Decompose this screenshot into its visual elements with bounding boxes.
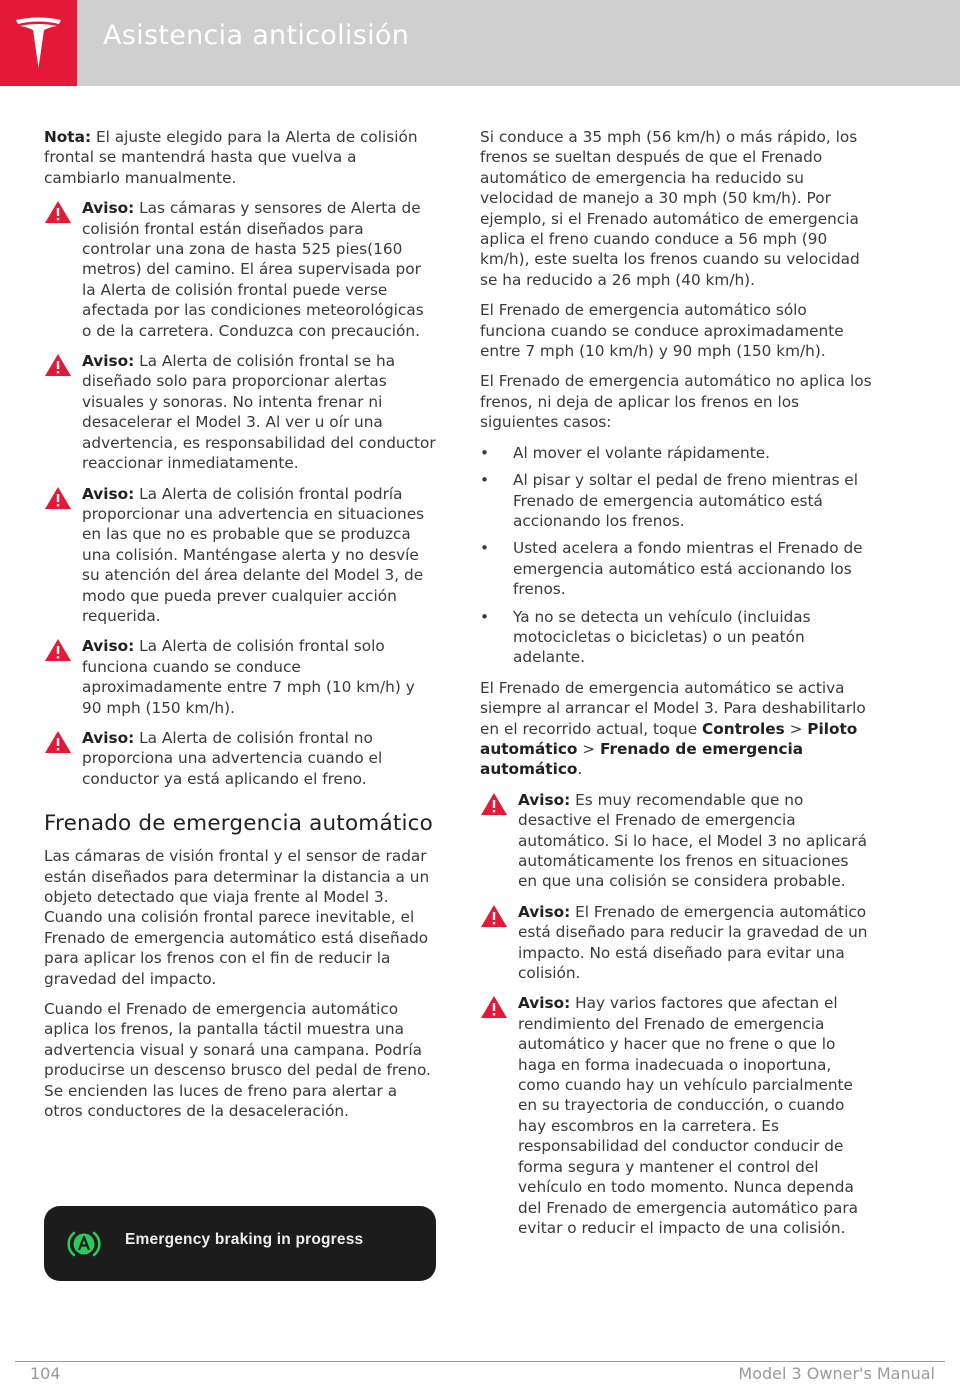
warning-block (44, 484, 436, 627)
section-heading: Frenado de emergencia automático (44, 811, 433, 837)
brand-logo-box (0, 0, 77, 86)
body-paragraph: El Frenado de emergencia automático sólo funciona cuando se conduce aproximadamente entre 7 mph (10 km/h) y 90 mph (150 km/h). (480, 301, 844, 361)
right-column (480, 127, 872, 1248)
page-title: Asistencia anticolisión (103, 20, 410, 51)
footer-divider (15, 1361, 945, 1362)
warning-block (44, 636, 436, 718)
warning-block (480, 790, 872, 892)
warning-triangle-icon (44, 638, 72, 662)
menu-path-autopilot: Piloto automático (480, 719, 858, 758)
warning-text: El Frenado de emergencia automático está diseñado para reducir la gravedad de un impacto. No está diseñado para evitar una colisión. (518, 902, 868, 983)
warning-text: Hay varios factores que afectan el rendimiento del Frenado de emergencia automático y hacer que no frene o que lo haga en forma inadecuada o inoportuna, como cuando hay un vehículo parcialmente en su trayectoria de conducción, o cuando hay escombros en la carretera. Es responsabilidad del conductor conducir de forma segura y mantener el control del vehículo en todo momento. Nunca dependa del Frenado de emergencia automático para evitar o reducir el impacto de una colisión. (518, 994, 859, 1237)
manual-title: Model 3 Owner's Manual (738, 1364, 935, 1383)
warning-text: Las cámaras y sensores de Alerta de colisión frontal están diseñados para controlar una zona de hasta 525 pies(160 metros) del camino. El área supervisada por la Alerta de colisión frontal puede verse afectada por las condiciones meteorológicas o de la carretera. Conduzca con precaución. (82, 199, 424, 340)
menu-path-controls: Controles (701, 719, 785, 738)
page-header (0, 0, 960, 86)
warning-label: Aviso: (82, 484, 135, 503)
warning-block (44, 198, 436, 341)
warning-block (480, 902, 872, 984)
body-paragraph: Si conduce a 35 mph (56 km/h) o más rápido, los frenos se sueltan después de que el Frenado automático de emergencia ha reducido su velocidad de manejo a 30 mph (50 km/h). Por ejemplo, si el Frenado automático de emergencia aplica el freno cuando conduce a 56 mph (90 km/h), este suelta los frenos cuando su velocidad se ha reducido a 26 mph (40 km/h). (480, 128, 860, 289)
body-paragraph: El Frenado de emergencia automático no aplica los frenos, ni deja de aplicar los frenos en los siguientes casos: (480, 372, 872, 432)
banner-text: Emergency braking in progress (125, 1231, 364, 1248)
warning-triangle-icon (44, 353, 72, 377)
list-item: • Al mover el volante rápidamente. (480, 443, 872, 463)
body-paragraph (480, 678, 872, 780)
warning-label: Aviso: (518, 902, 571, 921)
settings-instruction-text: El Frenado de emergencia automático se activa siempre al arrancar el Model 3. Para deshabilitarlo en el recorrido actual, toque (480, 678, 866, 738)
page-number: 104 (30, 1364, 61, 1383)
list-item: • Ya no se detecta un vehículo (incluidas motocicletas o bicicletas) o un peatón adelante. (480, 607, 872, 668)
warning-label: Aviso: (518, 994, 571, 1013)
warning-block (44, 351, 436, 473)
warning-label: Aviso: (82, 637, 135, 656)
list-item: • Usted acelera a fondo mientras el Frenado de emergencia automático está accionando los frenos. (480, 538, 872, 599)
warning-label: Aviso: (82, 199, 135, 218)
warning-text: La Alerta de colisión frontal se ha diseñado solo para proporcionar alertas visuales y sonoras. No intenta frenar ni desacelerar el Model 3. Al ver u oír una advertencia, es responsabilidad del conductor reaccionar inmediatamente. (82, 352, 436, 473)
warning-triangle-icon (44, 730, 72, 754)
menu-path-separator: > (784, 719, 808, 738)
emergency-braking-banner (44, 1206, 436, 1281)
warning-triangle-icon (44, 486, 72, 510)
body-paragraph: Cuando el Frenado de emergencia automático aplica los frenos, la pantalla táctil muestra una advertencia visual y sonará una campana. Podría producirse un descenso brusco del pedal de freno. Se encienden las luces de freno para alertar a otros conductores de la desaceleración. (44, 1000, 431, 1121)
warning-triangle-icon (480, 995, 508, 1019)
note-paragraph (44, 127, 436, 188)
note-text: El ajuste elegido para la Alerta de colisión frontal se mantendrá hasta que vuelva a cambiarlo manualmente. (44, 128, 418, 187)
warning-label: Aviso: (82, 728, 135, 747)
list-item: • Al pisar y soltar el pedal de freno mientras el Frenado de emergencia automático está accionando los frenos. (480, 470, 872, 531)
menu-path-separator: > (577, 739, 600, 758)
sentence-end: . (577, 760, 583, 779)
warning-block (44, 728, 436, 789)
body-paragraph: Las cámaras de visión frontal y el sensor de radar están diseñados para determinar la distancia a un objeto detectado que viaja frente al Model 3. Cuando una colisión frontal parece inevitable, el Frenado de emergencia automático está diseñado para aplicar los frenos con el fin de reducir la gravedad del impacto. (44, 847, 430, 988)
warning-label: Aviso: (518, 790, 571, 809)
warning-text: La Alerta de colisión frontal podría proporcionar una advertencia en situaciones en las que no es probable que se produzca una colisión. Manténgase alerta y no desvíe su atención del área delante del Model 3, de modo que pueda prever cualquier acción requerida. (82, 484, 425, 625)
conditions-list (480, 443, 872, 668)
note-label: Nota: (44, 128, 92, 146)
warning-label: Aviso: (82, 352, 135, 371)
warning-triangle-icon (480, 792, 508, 816)
warning-triangle-icon (44, 200, 72, 224)
left-column (44, 127, 436, 1131)
warning-block (480, 993, 872, 1238)
warning-text: La Alerta de colisión frontal no proporciona una advertencia cuando el conductor ya está aplicando el freno. (82, 728, 383, 788)
tesla-logo-icon (14, 16, 63, 70)
warning-text: La Alerta de colisión frontal solo funciona cuando se conduce aproximadamente entre 7 mph (10 km/h) y 90 mph (150 km/h). (82, 637, 415, 717)
warning-text: Es muy recomendable que no desactive el Frenado de emergencia automático. Si lo hace, el Model 3 no aplicará automáticamente los frenos en situaciones en que una colisión se considera probable. (518, 790, 867, 891)
menu-path-aeb: Frenado de emergencia automático (480, 739, 804, 779)
autopilot-a-icon (66, 1226, 102, 1262)
warning-triangle-icon (480, 904, 508, 928)
